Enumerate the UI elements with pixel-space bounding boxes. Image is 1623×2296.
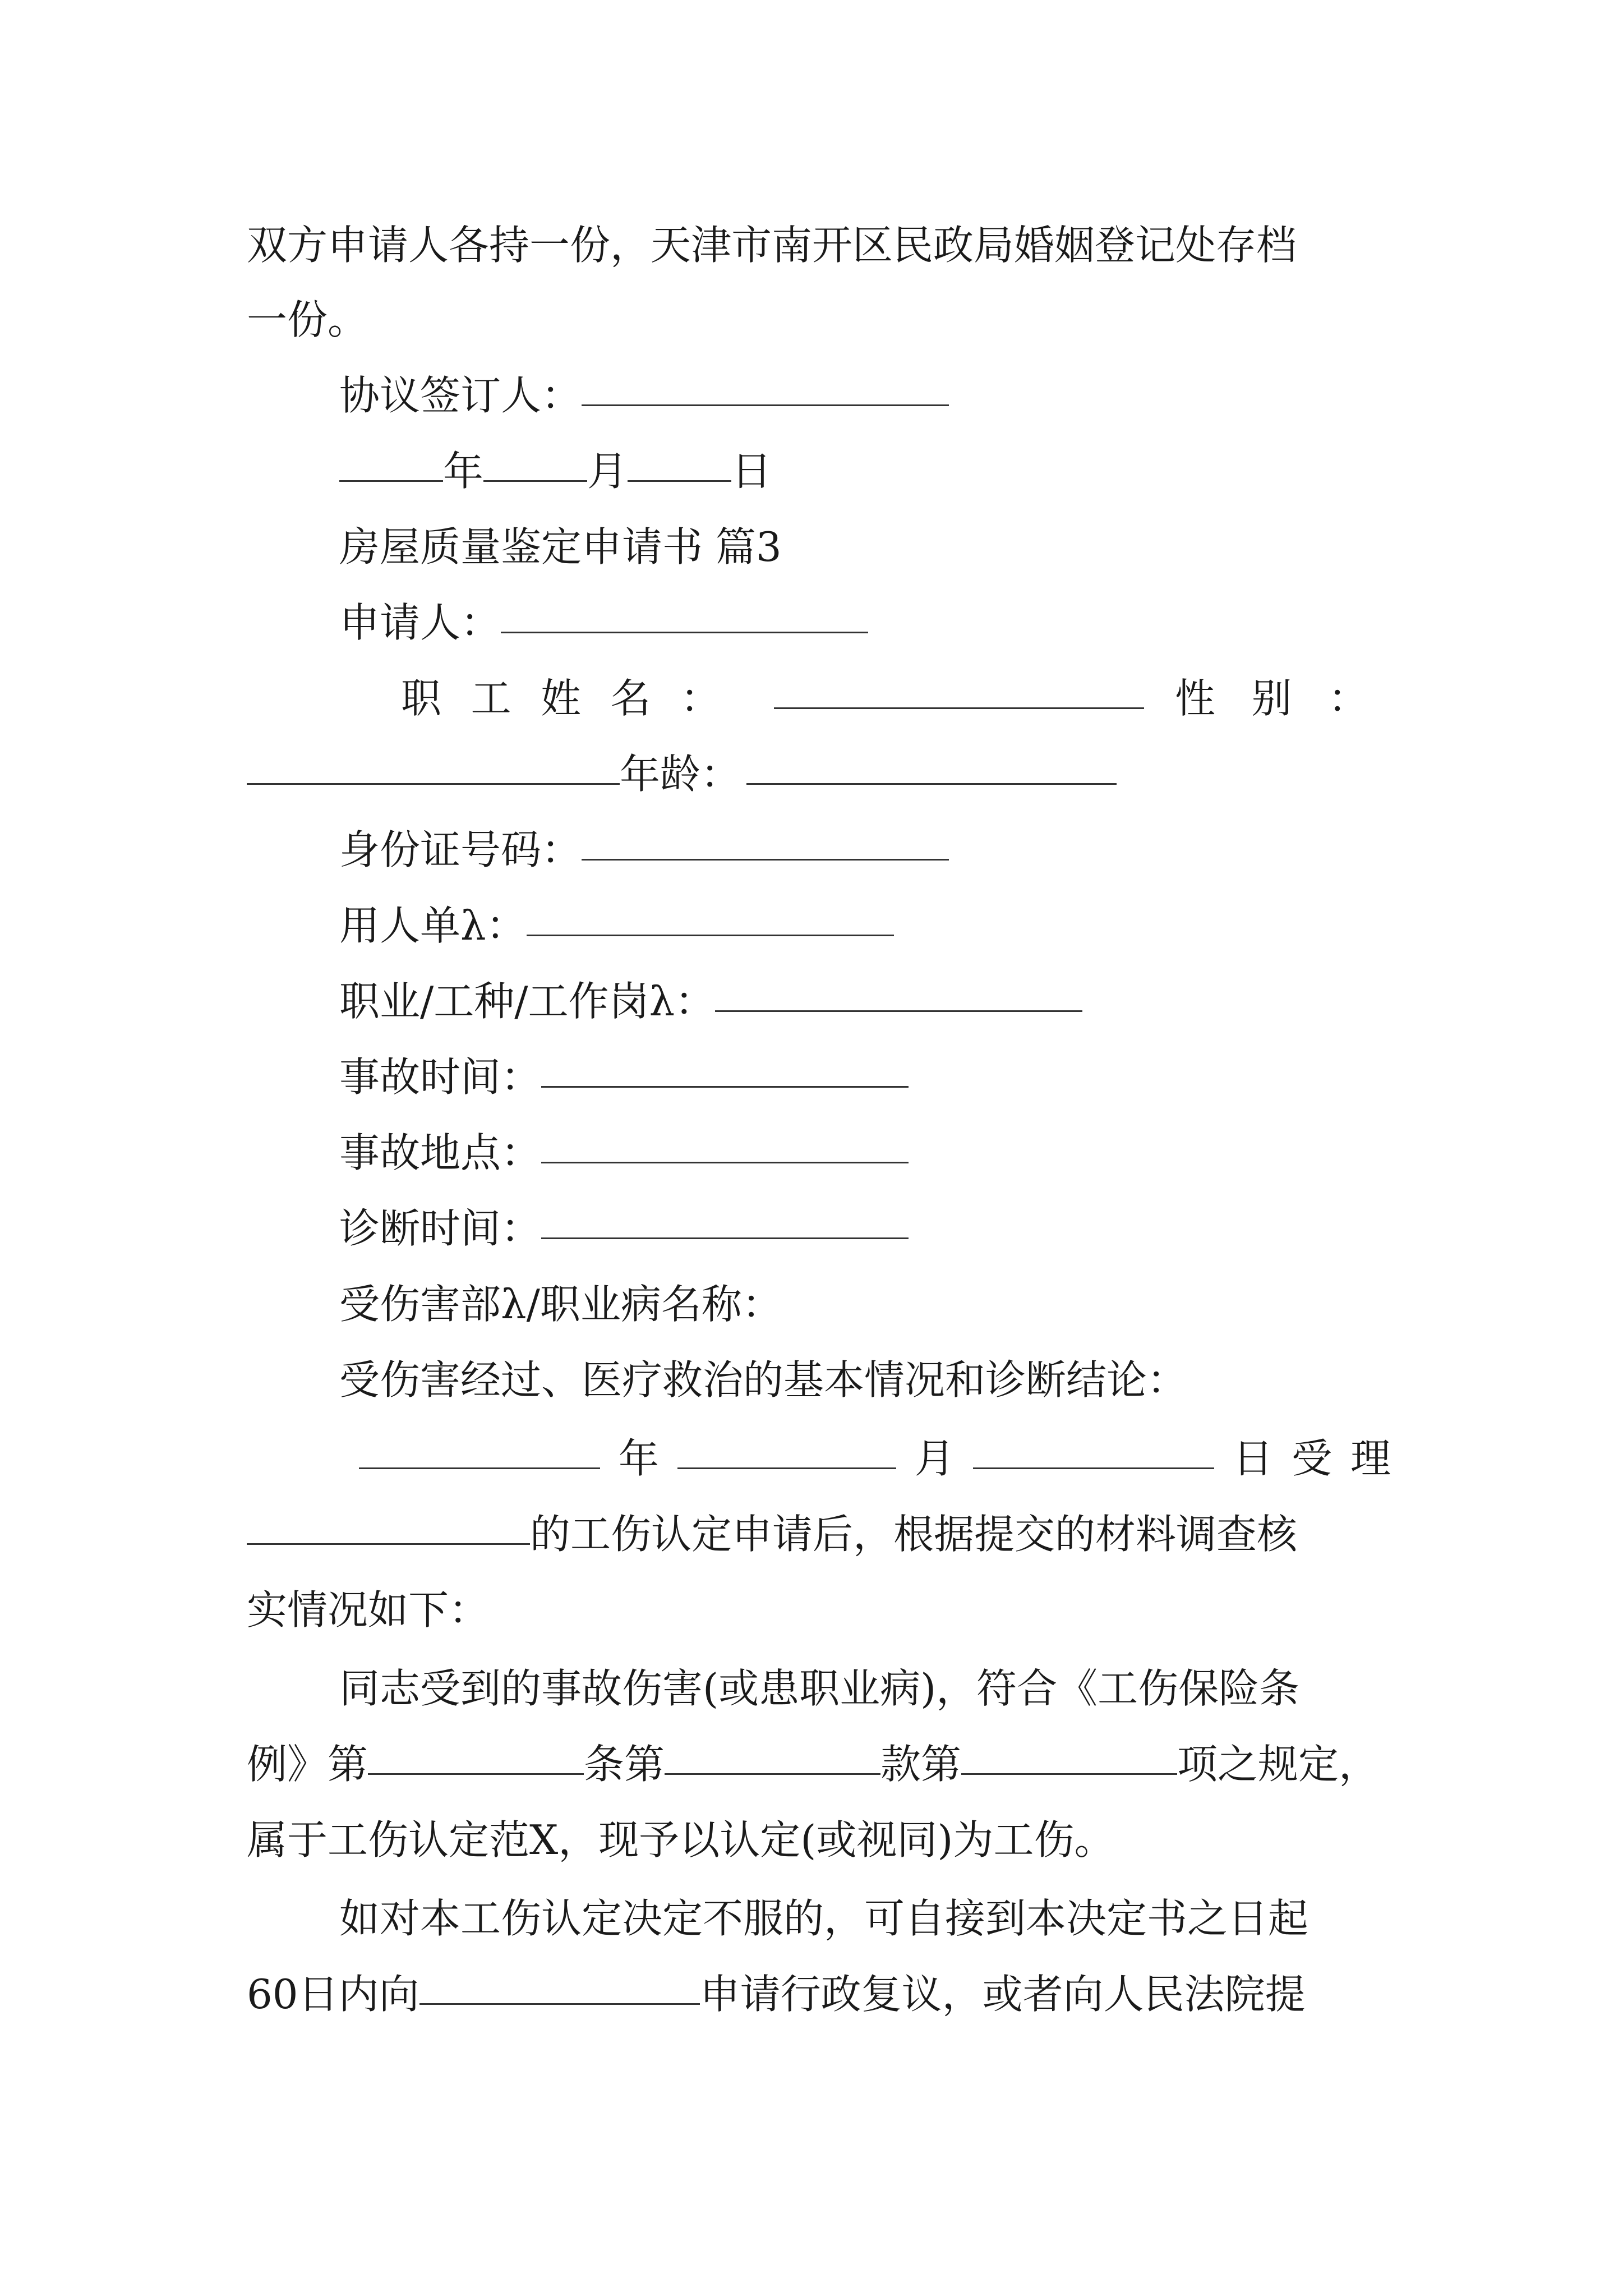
accept-day-blank: [973, 1419, 1214, 1469]
name-label: 职 工 姓 名 ：: [401, 675, 721, 722]
date-row: [339, 432, 1391, 510]
treatment-label: 受伤害经过、医疗救治的基本情况和诊断结论：: [339, 1356, 1188, 1404]
text-line: 如对本工伤认定决定不服的，可自接到本决定书之日起: [339, 1895, 1309, 1942]
applicant-row: [339, 583, 1391, 662]
id-row: [339, 811, 1391, 889]
clause-blank: [665, 1725, 880, 1775]
accept-day-char: 理: [1350, 1435, 1391, 1482]
text-line: 属于工伤认定范X，现予以认定(或视同)为工伤。: [247, 1816, 1115, 1864]
text-segment: 的工伤认定申请后，根据提交的材料调查核: [530, 1511, 1298, 1558]
employer-blank: [527, 886, 894, 936]
year-blank: [339, 432, 443, 482]
accept-day-char: 受: [1292, 1435, 1332, 1482]
appeal-row: [247, 1955, 1391, 2033]
employer-label: 用人单λ：: [339, 902, 527, 949]
text-line: 实情况如下：: [247, 1586, 490, 1634]
diagnosis-time-label: 诊断时间：: [339, 1205, 542, 1252]
job-blank: [715, 962, 1082, 1012]
signer-row: [339, 356, 1391, 435]
accident-time-label: 事故时间：: [339, 1053, 542, 1101]
day-label: 日: [731, 448, 772, 495]
injury-label: 受伤害部λ/职业病名称：: [339, 1281, 782, 1328]
year-label: 年: [443, 448, 484, 495]
accident-place-row: [339, 1114, 1391, 1192]
signer-blank: [582, 356, 949, 406]
diagnosis-time-blank: [541, 1189, 909, 1239]
accident-time-row: [339, 1038, 1391, 1116]
text-segment: 申请行政复议，或者向人民法院提: [699, 1971, 1306, 2018]
job-label: 职业/工种/工作岗λ：: [339, 978, 716, 1025]
applicant-name-blank: [247, 1495, 530, 1545]
day-blank: [628, 432, 731, 482]
section-title: 房屋质量鉴定申请书 篇3: [339, 523, 782, 570]
accept-row: [359, 1419, 1391, 1498]
text-line: 双方申请人各持一份，天津市南开区民政局婚姻登记处存档: [247, 222, 1297, 269]
id-blank: [582, 811, 949, 861]
authority-blank: [419, 1955, 700, 2005]
accept-month-label: 月: [914, 1435, 955, 1482]
text-segment: 项之规定，: [1177, 1741, 1380, 1788]
diagnosis-time-row: [339, 1189, 1391, 1268]
name-gender-row: [401, 659, 1391, 738]
accident-place-label: 事故地点：: [339, 1129, 542, 1176]
text-segment: 例》第: [247, 1741, 368, 1788]
gender-blank: [247, 735, 620, 785]
text-line: 同志受到的事故伤害(或患职业病)，符合《工伤保险条: [339, 1665, 1300, 1712]
age-row: [247, 735, 1391, 813]
text-segment: 条第: [584, 1741, 665, 1788]
signer-label: 协议签订人：: [339, 372, 582, 419]
accept-day-char: 日: [1233, 1435, 1274, 1482]
applicant-blank: [501, 583, 868, 633]
accept-year-label: 年: [618, 1435, 659, 1482]
age-blank: [746, 735, 1117, 785]
accept-month-blank: [677, 1419, 896, 1469]
text-line: 一份。: [247, 296, 368, 343]
employer-row: [339, 886, 1391, 965]
gender-label: 性 别 ：: [1175, 675, 1368, 722]
accident-place-blank: [541, 1114, 909, 1163]
regulation-row: [247, 1725, 1391, 1803]
accept-line-2: [247, 1495, 1391, 1573]
age-label: 年龄：: [620, 751, 741, 798]
name-blank: [774, 659, 1144, 709]
article-blank: [368, 1725, 584, 1775]
text-segment: 款第: [880, 1741, 962, 1788]
item-blank: [961, 1725, 1177, 1775]
applicant-label: 申请人：: [339, 599, 501, 646]
id-label: 身份证号码：: [339, 826, 582, 873]
month-blank: [483, 432, 587, 482]
accident-time-blank: [541, 1038, 909, 1088]
job-row: [339, 962, 1391, 1041]
month-label: 月: [587, 448, 628, 495]
accept-year-blank: [359, 1419, 600, 1469]
text-segment: 60日内向: [247, 1971, 419, 2018]
